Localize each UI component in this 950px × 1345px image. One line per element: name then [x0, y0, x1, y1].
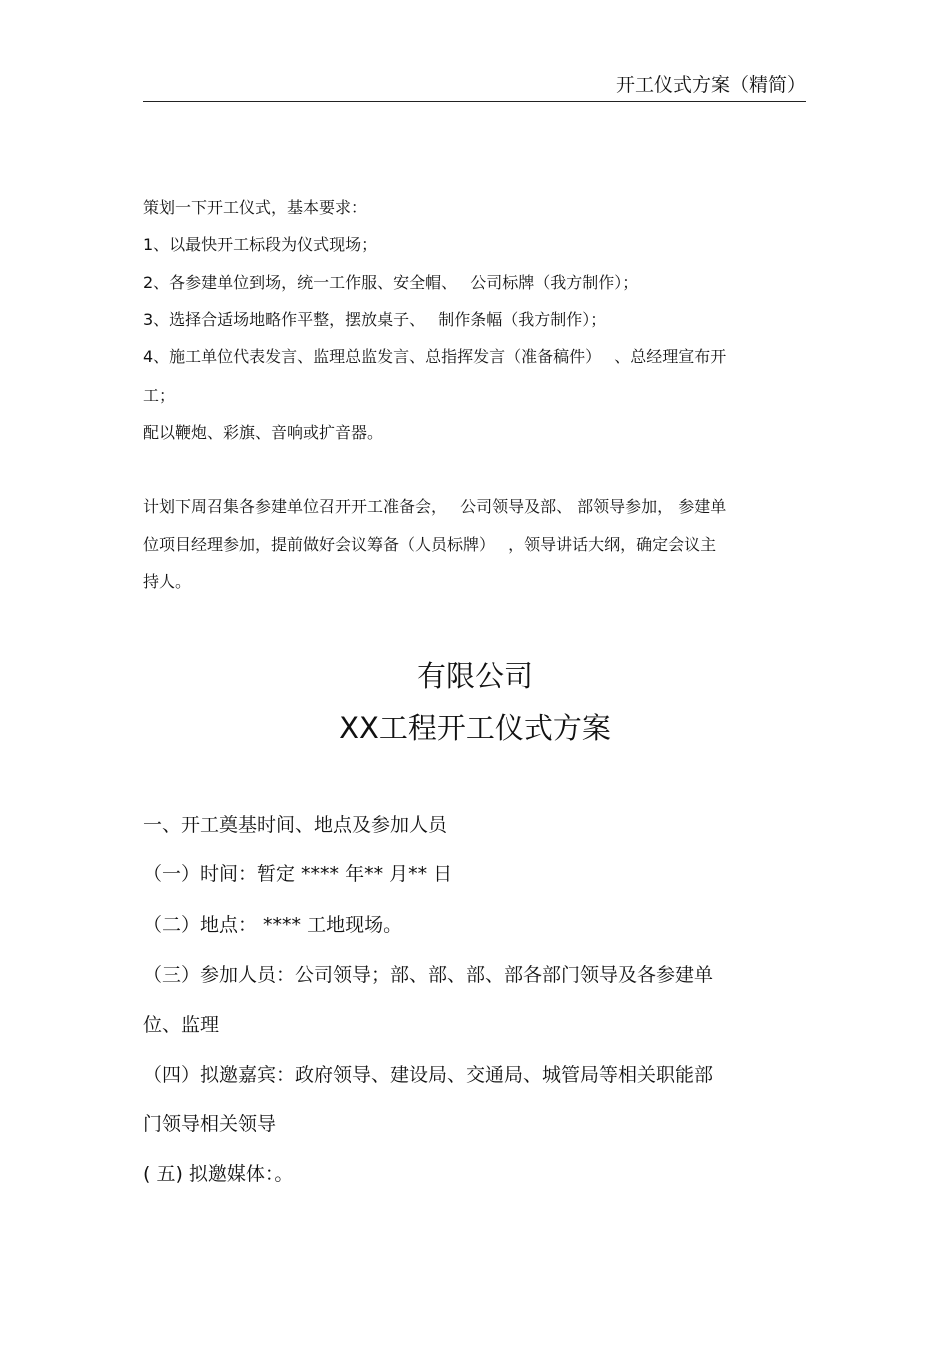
page-header [143, 72, 806, 102]
section-item-attendees-cont: 位、监理 [143, 1014, 220, 1036]
intro-line-7: 配以鞭炮、彩旗、音响或扩音器。 [143, 423, 384, 442]
intro-line-2: 1、以最快开工标段为仪式现场； [143, 235, 378, 254]
intro-line-5: 4、施工单位代表发言、监理总监发言、总指挥发言（准备稿件） 、总经理宣布开 [143, 347, 727, 366]
intro-line-4: 3、选择合适场地略作平整，摆放桌子、 制作条幅（我方制作）； [143, 310, 607, 329]
section-item-place: （二）地点： **** 工地现场。 [143, 914, 403, 936]
company-title: 有限公司 [416, 659, 533, 693]
intro-line-1: 策划一下开工仪式，基本要求： [143, 198, 368, 217]
intro-line-6: 工； [143, 386, 176, 405]
section-item-media: ( 五) 拟邀媒体：。 [143, 1163, 294, 1185]
section-item-attendees: （三）参加人员：公司领导；部、部、部、部各部门领导及各参建单 [143, 964, 714, 986]
plan-line-3: 持人。 [143, 572, 192, 591]
intro-line-3: 2、各参建单位到场，统一工作服、安全帽、 公司标牌（我方制作）； [143, 273, 639, 292]
header-title: 开工仪式方案（精简） [615, 74, 806, 96]
section-item-guests-cont: 门领导相关领导 [143, 1113, 277, 1135]
plan-line-2: 位项目经理参加，提前做好会议筹备（人员标牌） ，领导讲话大纲，确定会议主 [143, 535, 717, 554]
project-title: XX工程开工仪式方案 [339, 711, 611, 745]
plan-line-1: 计划下周召集各参建单位召开开工准备会， 公司领导及部、 部领导参加， 参建单 [143, 497, 727, 516]
section-heading: 一、开工奠基时间、地点及参加人员 [143, 814, 448, 836]
section-item-time: （一）时间：暂定 **** 年** 月** 日 [143, 863, 453, 885]
section-item-guests: （四）拟邀嘉宾：政府领导、建设局、交通局、城管局等相关职能部 [143, 1064, 714, 1086]
